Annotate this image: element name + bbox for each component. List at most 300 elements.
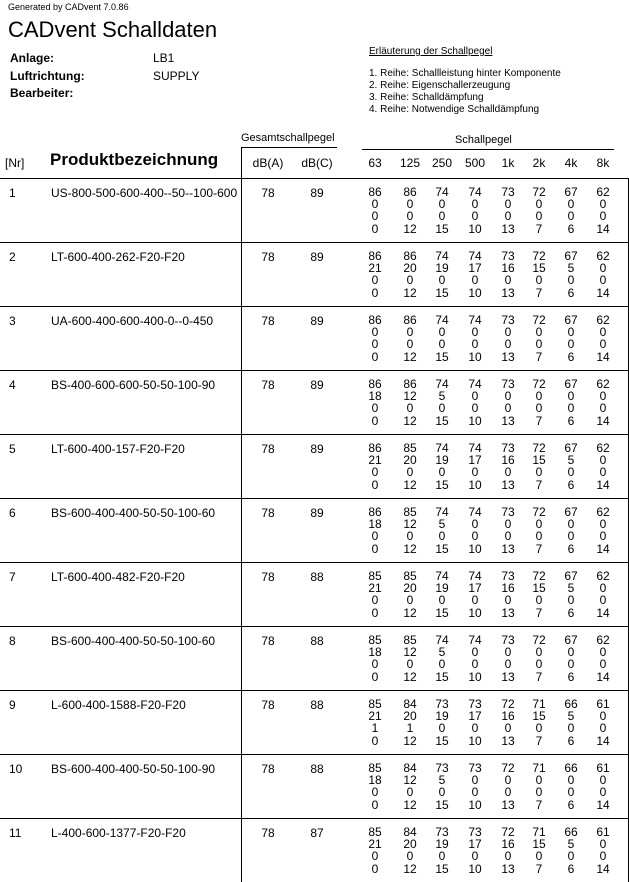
freq-value: 0	[567, 773, 575, 787]
freq-value: 16	[501, 261, 515, 275]
freq-value: 14	[596, 798, 610, 812]
freq-value: 0	[599, 401, 607, 415]
row-freq-values	[358, 698, 392, 747]
freq-value: 0	[406, 657, 414, 671]
table-row	[0, 754, 629, 818]
row-separator	[0, 306, 629, 307]
freq-value: 12	[403, 798, 417, 812]
freq-value: 0	[535, 773, 543, 787]
freq-value: 15	[435, 478, 449, 492]
freq-value: 85	[403, 505, 417, 519]
table-row	[0, 690, 629, 754]
freq-value: 0	[599, 709, 607, 723]
legend-item: 3. Reihe: Schalldämpfung	[369, 92, 484, 103]
freq-value: 85	[368, 825, 382, 839]
freq-value: 0	[599, 785, 607, 799]
freq-value: 0	[371, 798, 379, 812]
freq-value: 13	[501, 542, 515, 556]
column-header-freq: 1k	[501, 156, 515, 170]
freq-value: 10	[468, 414, 482, 428]
freq-value: 67	[564, 569, 578, 583]
freq-value: 74	[468, 505, 482, 519]
freq-value: 13	[501, 414, 515, 428]
freq-value: 7	[535, 542, 543, 556]
row-dbc: 89	[310, 250, 324, 264]
generator-note: Generated by CADvent 7.0.86	[8, 2, 129, 12]
row-freq-values	[358, 506, 392, 555]
row-freq-values	[522, 634, 556, 683]
freq-value: 6	[567, 798, 575, 812]
row-dba: 78	[261, 762, 275, 776]
row-freq-values	[491, 506, 525, 555]
freq-value: 10	[468, 350, 482, 364]
freq-value: 0	[471, 325, 479, 339]
row-freq-values	[586, 378, 620, 427]
bearbeiter-label: Bearbeiter:	[10, 86, 74, 100]
freq-value: 62	[596, 441, 610, 455]
freq-value: 0	[406, 273, 414, 287]
freq-value: 0	[371, 734, 379, 748]
row-product: BS-600-400-400-50-50-100-90	[51, 762, 216, 776]
row-freq-values	[458, 186, 492, 235]
freq-value: 0	[371, 542, 379, 556]
freq-value: 5	[438, 517, 446, 531]
row-separator	[0, 498, 629, 499]
freq-value: 0	[371, 657, 379, 671]
freq-value: 0	[371, 465, 379, 479]
row-product: LT-600-400-482-F20-F20	[51, 570, 185, 584]
row-freq-values	[586, 698, 620, 747]
row-freq-values	[393, 826, 427, 875]
freq-value: 74	[468, 569, 482, 583]
row-freq-values	[586, 826, 620, 875]
freq-value: 0	[535, 517, 543, 531]
freq-value: 1	[371, 721, 379, 735]
freq-value: 12	[403, 734, 417, 748]
freq-value: 0	[471, 273, 479, 287]
freq-value: 0	[535, 529, 543, 543]
row-dbc: 88	[310, 698, 324, 712]
freq-value: 73	[468, 697, 482, 711]
freq-value: 74	[435, 185, 449, 199]
row-freq-values	[522, 506, 556, 555]
freq-value: 0	[371, 606, 379, 620]
row-freq-values	[491, 634, 525, 683]
row-freq-values	[554, 826, 588, 875]
column-header-dbc: dB(C)	[301, 156, 333, 170]
row-freq-values	[586, 250, 620, 299]
freq-value: 10	[468, 542, 482, 556]
freq-value: 86	[403, 377, 417, 391]
freq-value: 0	[504, 465, 512, 479]
row-separator	[0, 818, 629, 819]
header-divider	[241, 148, 242, 178]
freq-value: 10	[468, 734, 482, 748]
freq-value: 15	[435, 414, 449, 428]
row-divider	[241, 178, 242, 242]
freq-value: 16	[501, 581, 515, 595]
page-title: CADvent Schalldaten	[8, 17, 218, 42]
freq-value: 0	[599, 645, 607, 659]
freq-value: 0	[599, 465, 607, 479]
freq-value: 15	[435, 798, 449, 812]
legend-item: 4. Reihe: Notwendige Schalldämpfung	[369, 104, 540, 115]
freq-value: 13	[501, 478, 515, 492]
freq-value: 72	[532, 249, 546, 263]
freq-value: 0	[504, 785, 512, 799]
freq-value: 74	[435, 633, 449, 647]
freq-value: 12	[403, 350, 417, 364]
column-header-freq: 250	[431, 156, 453, 170]
row-freq-values	[491, 442, 525, 491]
freq-value: 6	[567, 542, 575, 556]
freq-value: 0	[406, 209, 414, 223]
freq-value: 13	[501, 862, 515, 876]
row-freq-values	[491, 378, 525, 427]
freq-value: 0	[599, 337, 607, 351]
freq-value: 0	[567, 325, 575, 339]
freq-value: 0	[567, 401, 575, 415]
freq-value: 0	[471, 721, 479, 735]
row-freq-values	[393, 506, 427, 555]
freq-value: 13	[501, 798, 515, 812]
freq-value: 16	[501, 709, 515, 723]
row-freq-values	[554, 506, 588, 555]
freq-value: 16	[501, 837, 515, 851]
freq-value: 0	[438, 465, 446, 479]
row-freq-values	[522, 826, 556, 875]
freq-value: 66	[564, 825, 578, 839]
header-schallpegel: Schallpegel	[455, 134, 512, 146]
column-header-freq: 500	[464, 156, 486, 170]
freq-value: 0	[535, 337, 543, 351]
row-freq-values	[491, 314, 525, 363]
row-freq-values	[458, 826, 492, 875]
row-freq-values	[393, 378, 427, 427]
freq-value: 71	[532, 761, 546, 775]
freq-value: 20	[403, 709, 417, 723]
anlage-value: LB1	[153, 51, 175, 65]
legend-item: 2. Reihe: Eigenschallerzeugung	[369, 80, 511, 91]
freq-value: 5	[438, 773, 446, 787]
freq-value: 15	[532, 453, 546, 467]
freq-value: 6	[567, 222, 575, 236]
row-freq-values	[554, 570, 588, 619]
row-freq-values	[554, 186, 588, 235]
row-freq-values	[358, 570, 392, 619]
freq-value: 0	[567, 465, 575, 479]
freq-value: 74	[435, 505, 449, 519]
row-dba: 78	[261, 634, 275, 648]
freq-value: 12	[403, 606, 417, 620]
freq-value: 21	[368, 709, 382, 723]
row-freq-values	[425, 570, 459, 619]
table-row	[0, 562, 629, 626]
freq-value: 0	[438, 337, 446, 351]
row-freq-values	[554, 250, 588, 299]
freq-value: 0	[599, 261, 607, 275]
freq-value: 85	[368, 633, 382, 647]
freq-value: 10	[468, 222, 482, 236]
column-header-freq: 125	[399, 156, 421, 170]
row-freq-values	[491, 250, 525, 299]
freq-value: 0	[535, 721, 543, 735]
row-nr: 7	[9, 570, 16, 584]
column-header-produkt: Produktbezeichnung	[50, 150, 219, 169]
freq-value: 72	[532, 505, 546, 519]
freq-value: 72	[501, 761, 515, 775]
table-row	[0, 306, 629, 370]
row-freq-values	[358, 826, 392, 875]
row-freq-values	[393, 698, 427, 747]
freq-value: 0	[406, 465, 414, 479]
row-freq-values	[522, 762, 556, 811]
freq-value: 7	[535, 734, 543, 748]
row-freq-values	[586, 506, 620, 555]
freq-value: 0	[504, 529, 512, 543]
freq-value: 0	[371, 862, 379, 876]
row-freq-values	[522, 570, 556, 619]
row-freq-values	[458, 442, 492, 491]
row-nr: 1	[9, 186, 16, 200]
row-freq-values	[522, 442, 556, 491]
freq-value: 20	[403, 261, 417, 275]
freq-value: 15	[435, 862, 449, 876]
freq-value: 0	[471, 645, 479, 659]
row-freq-values	[358, 186, 392, 235]
freq-value: 72	[532, 441, 546, 455]
freq-value: 12	[403, 389, 417, 403]
freq-value: 0	[504, 389, 512, 403]
row-dbc: 89	[310, 378, 324, 392]
row-dbc: 89	[310, 442, 324, 456]
freq-value: 0	[438, 209, 446, 223]
row-freq-values	[358, 314, 392, 363]
row-freq-values	[554, 442, 588, 491]
freq-value: 18	[368, 389, 382, 403]
header-underline-gesamt	[241, 147, 337, 148]
freq-value: 0	[471, 401, 479, 415]
column-header-freq: 2k	[532, 156, 546, 170]
freq-value: 17	[468, 581, 482, 595]
freq-value: 15	[532, 581, 546, 595]
freq-value: 0	[406, 337, 414, 351]
freq-value: 66	[564, 761, 578, 775]
freq-value: 12	[403, 773, 417, 787]
freq-value: 5	[567, 709, 575, 723]
table-row	[0, 818, 629, 882]
freq-value: 14	[596, 414, 610, 428]
freq-value: 17	[468, 709, 482, 723]
freq-value: 0	[535, 593, 543, 607]
table-row	[0, 242, 629, 306]
freq-value: 86	[368, 505, 382, 519]
freq-value: 0	[438, 849, 446, 863]
row-freq-values	[458, 634, 492, 683]
row-nr: 10	[9, 762, 23, 776]
row-freq-values	[425, 314, 459, 363]
freq-value: 84	[403, 697, 417, 711]
row-freq-values	[458, 570, 492, 619]
freq-value: 74	[468, 633, 482, 647]
freq-value: 73	[435, 697, 449, 711]
legend-title: Erläuterung der Schallpegel	[369, 46, 493, 57]
freq-value: 14	[596, 286, 610, 300]
freq-value: 10	[468, 798, 482, 812]
freq-value: 0	[567, 721, 575, 735]
freq-value: 7	[535, 798, 543, 812]
freq-value: 19	[435, 709, 449, 723]
freq-value: 13	[501, 350, 515, 364]
freq-value: 62	[596, 377, 610, 391]
row-product: BS-600-400-400-50-50-100-60	[51, 506, 216, 520]
freq-value: 0	[504, 657, 512, 671]
freq-value: 0	[599, 593, 607, 607]
table-row	[0, 434, 629, 498]
row-freq-values	[522, 186, 556, 235]
freq-value: 12	[403, 542, 417, 556]
freq-value: 0	[438, 657, 446, 671]
row-freq-values	[586, 186, 620, 235]
freq-value: 14	[596, 734, 610, 748]
row-separator	[0, 754, 629, 755]
row-freq-values	[586, 442, 620, 491]
freq-value: 74	[468, 313, 482, 327]
freq-value: 72	[532, 569, 546, 583]
freq-value: 0	[371, 337, 379, 351]
freq-value: 0	[567, 785, 575, 799]
row-dba: 78	[261, 186, 275, 200]
row-freq-values	[358, 442, 392, 491]
freq-value: 0	[471, 209, 479, 223]
freq-value: 72	[532, 313, 546, 327]
row-freq-values	[522, 378, 556, 427]
freq-value: 0	[599, 209, 607, 223]
freq-value: 13	[501, 222, 515, 236]
freq-value: 0	[406, 849, 414, 863]
freq-value: 85	[368, 761, 382, 775]
row-nr: 9	[9, 698, 16, 712]
freq-value: 0	[438, 529, 446, 543]
freq-value: 7	[535, 286, 543, 300]
row-dba: 78	[261, 698, 275, 712]
freq-value: 0	[438, 721, 446, 735]
freq-value: 0	[438, 273, 446, 287]
row-product: LT-600-400-157-F20-F20	[51, 442, 185, 456]
freq-value: 61	[596, 761, 610, 775]
freq-value: 1	[406, 721, 414, 735]
row-freq-values	[393, 634, 427, 683]
row-freq-values	[554, 314, 588, 363]
freq-value: 72	[501, 697, 515, 711]
row-nr: 8	[9, 634, 16, 648]
row-freq-values	[358, 634, 392, 683]
freq-value: 0	[535, 389, 543, 403]
row-dbc: 88	[310, 570, 324, 584]
freq-value: 18	[368, 773, 382, 787]
freq-value: 0	[471, 785, 479, 799]
freq-value: 5	[567, 581, 575, 595]
anlage-label: Anlage:	[10, 51, 55, 65]
row-freq-values	[425, 698, 459, 747]
row-product: L-400-600-1377-F20-F20	[51, 826, 186, 840]
freq-value: 74	[435, 441, 449, 455]
freq-value: 0	[504, 337, 512, 351]
row-freq-values	[522, 250, 556, 299]
freq-value: 71	[532, 697, 546, 711]
freq-value: 6	[567, 734, 575, 748]
row-freq-values	[393, 250, 427, 299]
freq-value: 14	[596, 222, 610, 236]
row-freq-values	[458, 250, 492, 299]
freq-value: 12	[403, 645, 417, 659]
freq-value: 0	[504, 721, 512, 735]
freq-value: 0	[599, 581, 607, 595]
row-divider	[241, 690, 242, 754]
freq-value: 0	[371, 785, 379, 799]
freq-value: 0	[535, 657, 543, 671]
row-freq-values	[425, 634, 459, 683]
freq-value: 7	[535, 222, 543, 236]
freq-value: 0	[567, 389, 575, 403]
row-freq-values	[554, 698, 588, 747]
luftrichtung-label: Luftrichtung:	[10, 69, 85, 83]
freq-value: 15	[435, 606, 449, 620]
freq-value: 0	[371, 350, 379, 364]
freq-value: 13	[501, 286, 515, 300]
freq-value: 0	[438, 325, 446, 339]
row-freq-values	[393, 186, 427, 235]
row-freq-values	[425, 186, 459, 235]
header-gesamtschallpegel: Gesamtschallpegel	[241, 132, 335, 144]
freq-value: 67	[564, 377, 578, 391]
freq-value: 15	[532, 837, 546, 851]
freq-value: 7	[535, 606, 543, 620]
freq-value: 0	[371, 325, 379, 339]
freq-value: 67	[564, 249, 578, 263]
freq-value: 7	[535, 350, 543, 364]
freq-value: 12	[403, 414, 417, 428]
freq-value: 0	[371, 529, 379, 543]
row-freq-values	[586, 314, 620, 363]
freq-value: 6	[567, 862, 575, 876]
row-product: US-800-500-600-400--50--100-600	[51, 186, 238, 200]
row-dba: 78	[261, 250, 275, 264]
freq-value: 0	[504, 849, 512, 863]
freq-value: 0	[471, 849, 479, 863]
row-nr: 11	[9, 826, 22, 840]
table-row	[0, 370, 629, 434]
freq-value: 0	[438, 197, 446, 211]
row-freq-values	[393, 314, 427, 363]
row-divider	[241, 498, 242, 562]
freq-value: 0	[371, 197, 379, 211]
row-freq-values	[586, 570, 620, 619]
freq-value: 17	[468, 453, 482, 467]
row-divider	[241, 370, 242, 434]
freq-value: 0	[406, 401, 414, 415]
freq-value: 73	[501, 505, 515, 519]
freq-value: 0	[567, 273, 575, 287]
row-divider	[241, 434, 242, 498]
freq-value: 73	[501, 633, 515, 647]
freq-value: 0	[471, 529, 479, 543]
freq-value: 86	[403, 185, 417, 199]
row-product: UA-600-400-600-400-0--0-450	[51, 314, 214, 328]
row-separator	[0, 562, 629, 563]
freq-value: 15	[435, 542, 449, 556]
freq-value: 62	[596, 185, 610, 199]
